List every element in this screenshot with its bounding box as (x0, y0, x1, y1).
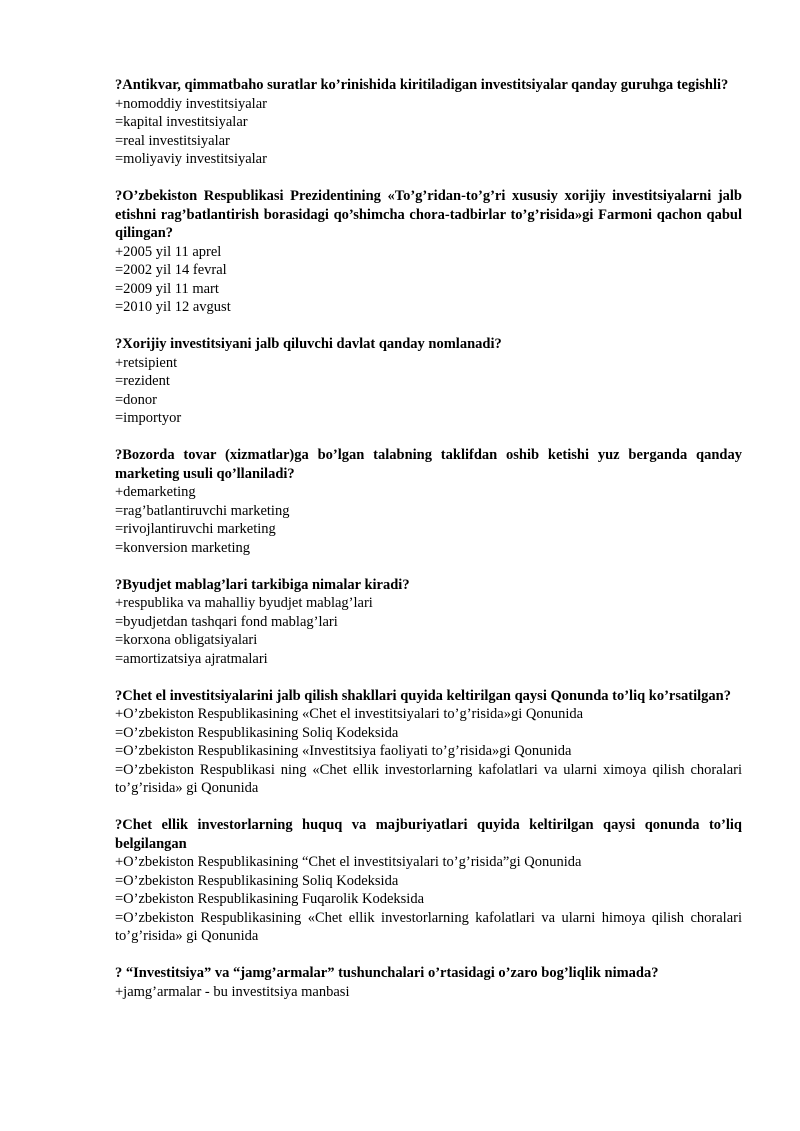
answer-option: =moliyaviy investitsiyalar (115, 151, 267, 167)
answer-option: =donor (115, 391, 158, 408)
question-text: ?Bozorda tovar (xizmatlar)ga bo’lgan talabning taklifdan oshib ketishi yuz berganda qanday marketing usuli qo’llaniladi? (115, 447, 742, 482)
answer-option: +nomoddiy investitsiyalar (115, 95, 267, 112)
question-text: ?Chet ellik investorlarning huquq va majburiyatlari quyida keltirilgan qaysi qonunda to’liq belgilangan (115, 817, 742, 852)
question-text: ?Antikvar, qimmatbaho suratlar ko’rinishida kiritiladigan investitsiyalar qanday guruhga tegishli? (115, 77, 729, 93)
answer-option: =kapital investitsiyalar (115, 114, 248, 130)
answer-option: =O’zbekiston Respublikasi ning «Chet ellik investorlarning kafolatlari va ularni ximoya qilish choralari to’g’risida» gi Qonunida (115, 761, 742, 796)
answer-option: +retsipient (115, 354, 178, 371)
question-text: ?O’zbekiston Respublikasi Prezidentining «To’g’ridan-to’g’ri xususiy xorijiy investitsiyalarni jalb etishni rag’batlantirish borasidagi qo’shimcha chora-tadbirlar to’g’risida»gi Farmoni qachon qabul qilingan? (115, 188, 742, 241)
question-text: ?Xorijiy investitsiyani jalb qiluvchi davlat qanday nomlanadi? (115, 336, 502, 352)
question-text: ?Chet el investitsiyalarini jalb qilish shakllari quyida keltirilgan qaysi Qonunda to’liq ko’rsatilgan? (115, 687, 731, 704)
answer-option: =rag’batlantiruvchi marketing (115, 502, 290, 519)
answer-option: =O’zbekiston Respublikasining Soliq Kodeksida (115, 872, 399, 889)
answer-option: =rivojlantiruvchi marketing (115, 521, 276, 537)
question-block (115, 687, 742, 798)
question-text: ? “Investitsiya” va “jamg’armalar” tushunchalari o’rtasidagi o’zaro bog’liqlik nimada? (115, 965, 659, 981)
document-content (115, 76, 742, 1020)
answer-option: =amortizatsiya ajratmalari (115, 650, 268, 667)
answer-option: +respublika va mahalliy byudjet mablag’lari (115, 595, 373, 611)
answer-option: +O’zbekiston Respublikasining “Chet el investitsiyalari to’g’risida”gi Qonunida (115, 854, 582, 870)
question-block (115, 964, 742, 1001)
answer-option: =2010 yil 12 avgust (115, 299, 231, 315)
question-block (115, 187, 742, 317)
question-block (115, 76, 742, 169)
answer-option: +demarketing (115, 484, 196, 500)
answer-option: =rezident (115, 373, 170, 389)
answer-option: =O’zbekiston Respublikasining Fuqarolik Kodeksida (115, 891, 425, 907)
answer-option: =O’zbekiston Respublikasining Soliq Kodeksida (115, 724, 399, 741)
question-block (115, 816, 742, 946)
answer-option: =2002 yil 14 fevral (115, 262, 227, 278)
question-block (115, 335, 742, 428)
answer-option: =importyor (115, 410, 182, 426)
answer-option: =O’zbekiston Respublikasining «Investitsiya faoliyati to’g’risida»gi Qonunida (115, 743, 572, 759)
answer-option: =2009 yil 11 mart (115, 280, 219, 297)
question-block (115, 576, 742, 669)
answer-option: +2005 yil 11 aprel (115, 243, 222, 260)
answer-option: =korxona obligatsiyalari (115, 632, 258, 648)
answer-option: =byudjetdan tashqari fond mablag’lari (115, 613, 338, 630)
answer-option: +O’zbekiston Respublikasining «Chet el investitsiyalari to’g’risida»gi Qonunida (115, 706, 584, 722)
answer-option: =real investitsiyalar (115, 132, 230, 149)
answer-option: +jamg’armalar - bu investitsiya manbasi (115, 983, 350, 1000)
question-text: ?Byudjet mablag’lari tarkibiga nimalar kiradi? (115, 576, 410, 593)
answer-option: =konversion marketing (115, 539, 251, 556)
question-block (115, 446, 742, 557)
answer-option: =O’zbekiston Respublikasining «Chet ellik investorlarning kafolatlari va ularni himoya qilish choralari to’g’risida» gi Qonunida (115, 909, 742, 944)
